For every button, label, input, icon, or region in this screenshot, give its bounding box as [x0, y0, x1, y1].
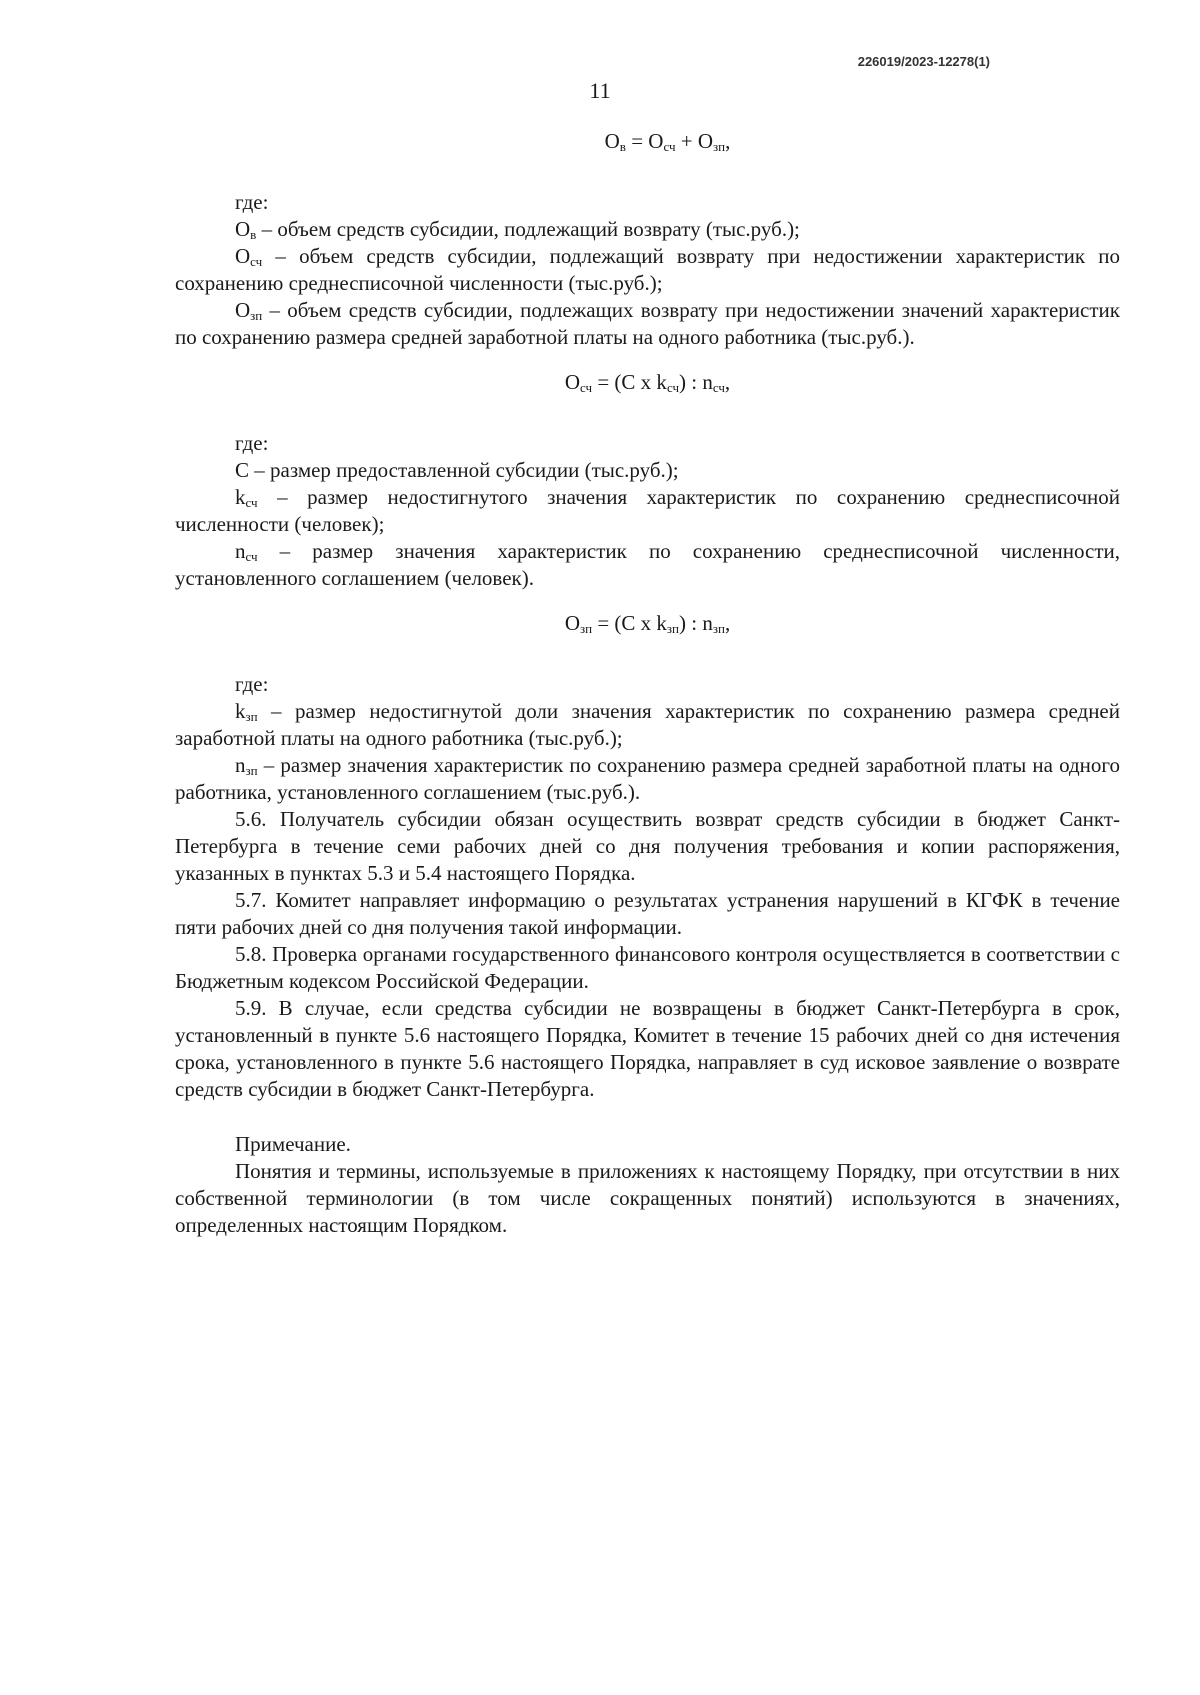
formula-subscript: сч — [663, 139, 676, 154]
definition-c: С – размер предоставленной субсидии (тыс.руб.); — [235, 458, 679, 482]
formula-ozp — [175, 610, 1120, 637]
formula-symbol: О — [604, 129, 620, 153]
definition-nzp — [175, 752, 1120, 806]
def-symbol: О — [235, 298, 251, 322]
def-subscript: сч — [250, 254, 263, 269]
definition-kzp — [175, 698, 1120, 752]
def-text: – размер значения характеристик по сохранению среднесписочной численности, установленного соглашением (человек). — [175, 539, 1120, 590]
def-text: – размер недостигнутого значения характеристик по сохранению среднесписочной численности (человек); — [175, 485, 1120, 536]
formula-symbol: О — [564, 611, 580, 635]
formula-punct: , — [724, 370, 731, 394]
formula-subscript: зп — [579, 621, 593, 636]
clause-5-8: 5.8. Проверка органами государственного финансового контроля осуществляется в соответствии с Бюджетным кодексом Российской Федерации. — [175, 942, 1120, 993]
formula-operator: + — [675, 129, 698, 153]
formula-expression: = (С х k — [592, 370, 667, 394]
where-label: где: — [235, 672, 269, 696]
def-subscript: зп — [245, 763, 258, 778]
def-subscript: сч — [245, 549, 258, 564]
def-subscript: зп — [245, 709, 258, 724]
note-title: Примечание. — [235, 1132, 351, 1156]
definition-nsch — [175, 538, 1120, 592]
def-subscript: зп — [250, 308, 263, 323]
where-label: где: — [235, 190, 269, 214]
def-text: – объем средств субсидии, подлежащий возврату при недостижении характеристик по сохранению среднесписочной численности (тыс.руб.); — [175, 244, 1120, 295]
def-symbol: О — [235, 217, 251, 241]
formula-osch — [175, 369, 1120, 396]
def-subscript: в — [250, 227, 257, 242]
formula-subscript: сч — [580, 380, 593, 395]
document-number: 226019/2023-12278(1) — [857, 54, 990, 69]
formula-subscript: зп — [712, 621, 725, 636]
def-symbol: k — [235, 485, 246, 509]
formula-subscript: сч — [666, 380, 679, 395]
formula-symbol: О — [564, 370, 581, 394]
definition-osch — [175, 243, 1120, 297]
def-subscript: сч — [245, 495, 258, 510]
formula-expression: = (С х k — [592, 611, 667, 635]
formula-subscript: в — [619, 139, 626, 154]
note-text: Понятия и термины, используемые в приложениях к настоящему Порядку, при отсутствии в них собственной терминологии (в том числе сокращенных понятий) используются в значениях, определенных настоящим Порядком. — [175, 1159, 1120, 1237]
def-text: – объем средств субсидии, подлежащих возврату при недостижении значений характеристик по сохранению размера средней заработной платы на одного работника (тыс.руб.). — [175, 298, 1120, 349]
definition-ksch — [175, 484, 1120, 538]
def-text: – размер недостигнутой доли значения характеристик по сохранению размера средней заработной платы на одного работника (тыс.руб.); — [175, 699, 1120, 750]
def-symbol: О — [235, 244, 251, 268]
formula-expression: ) : n — [679, 611, 713, 635]
formula-punct: , — [724, 611, 731, 635]
def-text: – размер значения характеристик по сохранению размера средней заработной платы на одного работника, установленного соглашением (тыс.руб.). — [175, 753, 1120, 804]
def-symbol: n — [235, 539, 246, 563]
clause-5-6: 5.6. Получатель субсидии обязан осуществить возврат средств субсидии в бюджет Санкт-Петербурга в течение семи рабочих дней со дня получения требования и копии распоряжения, указанных в пунктах 5.3 и 5.4 настоящего Порядка. — [175, 807, 1120, 885]
clause-5-9: 5.9. В случае, если средства субсидии не возвращены в бюджет Санкт-Петербурга в срок, установленный в пункте 5.6 настоящего Порядка, Комитет в течение 15 рабочих дней со дня истечения срока, установленного в пункте 5.6 настоящего Порядка, направляет в суд исковое заявление о возврате средств субсидии в бюджет Санкт-Петербурга. — [175, 996, 1120, 1101]
def-text: – объем средств субсидии, подлежащий возврату (тыс.руб.); — [256, 217, 800, 241]
formula-operator: = — [625, 129, 649, 153]
where-label: где: — [235, 431, 269, 455]
def-symbol: k — [235, 699, 246, 723]
formula-punct: , — [725, 129, 731, 153]
document-body — [175, 128, 1120, 1239]
formula-symbol: О — [648, 129, 664, 153]
formula-expression: ) : n — [679, 370, 713, 394]
definition-ov — [175, 216, 1120, 243]
clause-5-7: 5.7. Комитет направляет информацию о результатах устранения нарушений в КГФК в течение пяти рабочих дней со дня получения такой информации. — [175, 888, 1120, 939]
formula-subscript: зп — [666, 621, 680, 636]
formula-subscript: сч — [712, 380, 725, 395]
def-symbol: n — [235, 753, 246, 777]
definition-ozp — [175, 297, 1120, 351]
formula-symbol: О — [697, 129, 714, 153]
page-number: 11 — [589, 78, 611, 103]
formula-subscript: зп — [713, 139, 726, 154]
formula-ov — [175, 128, 1120, 155]
